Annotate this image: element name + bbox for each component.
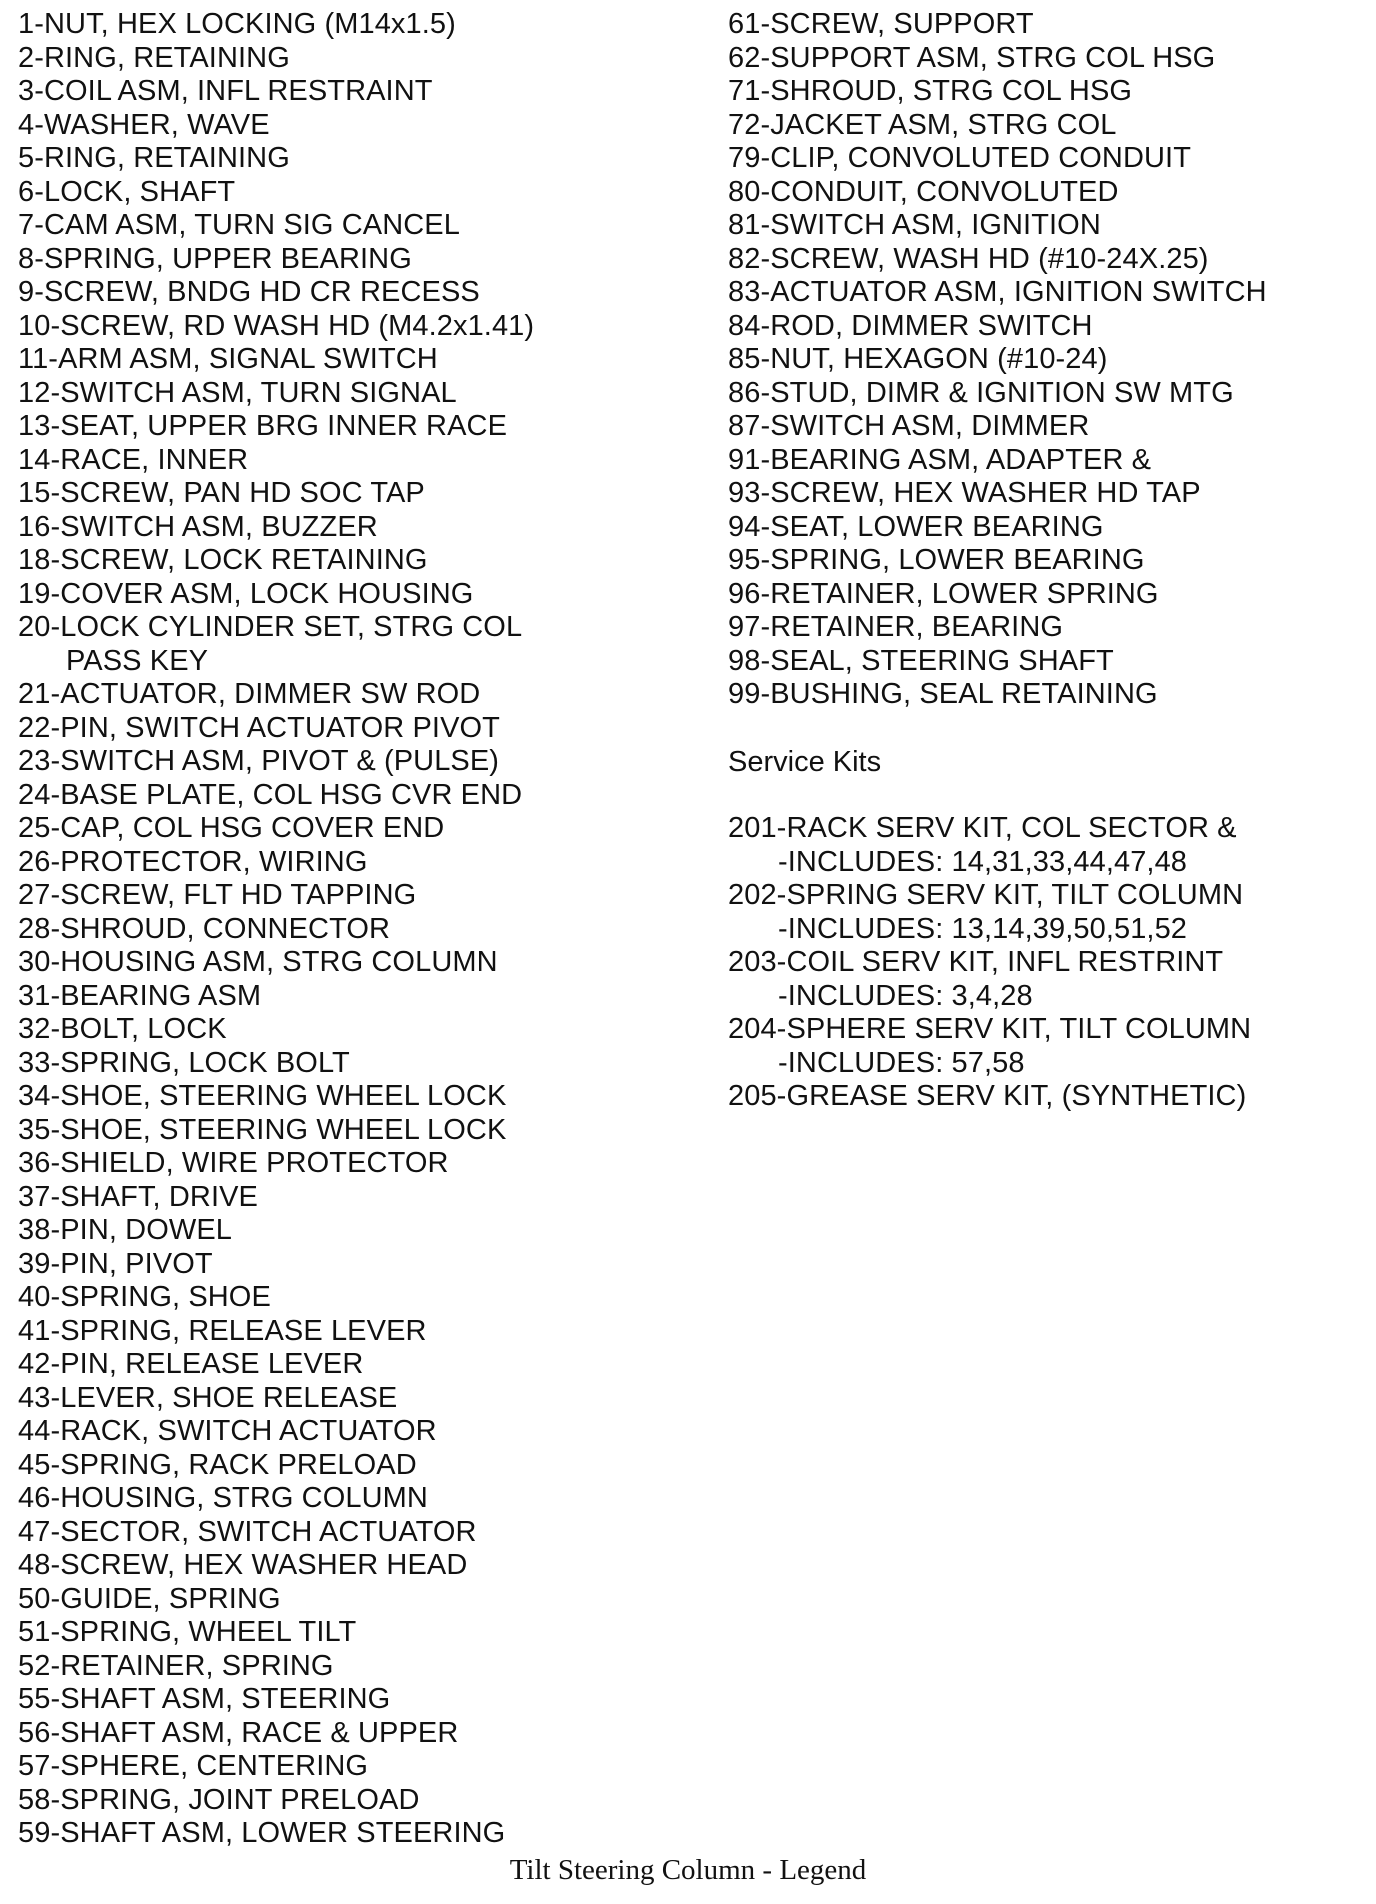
legend-item: 57-SPHERE, CENTERING [18,1750,369,1782]
legend-item: 58-SPRING, JOINT PRELOAD [18,1783,420,1816]
legend-item: 71-SHROUD, STRG COL HSG [728,75,1133,107]
legend-item: 51-SPRING, WHEEL TILT [18,1616,357,1648]
legend-item: 11-ARM ASM, SIGNAL SWITCH [18,343,438,375]
legend-item: 20-LOCK CYLINDER SET, STRG COL [18,611,523,643]
legend-item: 28-SHROUD, CONNECTOR [18,912,391,945]
legend-item: 201-RACK SERV KIT, COL SECTOR & [728,812,1237,844]
legend-item: 37-SHAFT, DRIVE [18,1180,258,1213]
legend-item: 85-NUT, HEXAGON (#10-24) [728,343,1108,375]
legend-item: 2-RING, RETAINING [18,41,290,74]
legend-item: 9-SCREW, BNDG HD CR RECESS [18,276,480,308]
legend-item: 83-ACTUATOR ASM, IGNITION SWITCH [728,276,1267,308]
legend-item: 10-SCREW, RD WASH HD (M4.2x1.41) [18,309,535,342]
legend-item: 204-SPHERE SERV KIT, TILT COLUMN [728,1013,1252,1045]
legend-item: 205-GREASE SERV KIT, (SYNTHETIC) [728,1080,1247,1112]
legend-item: 24-BASE PLATE, COL HSG CVR END [18,778,523,811]
legend-item: 98-SEAL, STEERING SHAFT [728,644,1114,677]
parts-legend-left-column [18,8,658,1851]
legend-item: 97-RETAINER, BEARING [728,611,1064,643]
legend-item: 19-COVER ASM, LOCK HOUSING [18,577,474,610]
legend-continuation-line: -INCLUDES: 3,4,28 [778,979,1033,1012]
legend-item: 5-RING, RETAINING [18,142,290,174]
legend-item: 42-PIN, RELEASE LEVER [18,1348,364,1380]
legend-item: 46-HOUSING, STRG COLUMN [18,1482,428,1514]
legend-item: 93-SCREW, HEX WASHER HD TAP [728,477,1201,509]
legend-item: 59-SHAFT ASM, LOWER STEERING [18,1817,506,1849]
legend-item: 44-RACK, SWITCH ACTUATOR [18,1415,437,1447]
legend-item: 14-RACE, INNER [18,443,249,476]
legend-item: 203-COIL SERV KIT, INFL RESTRINT [728,946,1224,978]
legend-item: 72-JACKET ASM, STRG COL [728,108,1117,141]
legend-item: 202-SPRING SERV KIT, TILT COLUMN [728,879,1244,911]
legend-item: 87-SWITCH ASM, DIMMER [728,410,1090,442]
legend-item: 52-RETAINER, SPRING [18,1649,334,1682]
legend-item: 40-SPRING, SHOE [18,1281,271,1313]
legend-item: 13-SEAT, UPPER BRG INNER RACE [18,410,508,442]
legend-item: 7-CAM ASM, TURN SIG CANCEL [18,209,460,241]
legend-item: 34-SHOE, STEERING WHEEL LOCK [18,1080,507,1112]
legend-item: 26-PROTECTOR, WIRING [18,845,368,878]
legend-item: 61-SCREW, SUPPORT [728,8,1034,40]
service-kits-list [728,812,1368,1114]
legend-continuation-line: -INCLUDES: 57,58 [778,1046,1025,1079]
service-kits-title: Service Kits [728,745,882,778]
legend-item: 96-RETAINER, LOWER SPRING [728,577,1159,610]
legend-item: 81-SWITCH ASM, IGNITION [728,209,1101,241]
legend-item: 23-SWITCH ASM, PIVOT & (PULSE) [18,745,500,777]
legend-item: 12-SWITCH ASM, TURN SIGNAL [18,376,457,409]
legend-item: 31-BEARING ASM [18,979,262,1012]
legend-item: 62-SUPPORT ASM, STRG COL HSG [728,41,1216,74]
legend-item: 41-SPRING, RELEASE LEVER [18,1314,427,1347]
legend-item: 48-SCREW, HEX WASHER HEAD [18,1549,468,1581]
legend-item: 4-WASHER, WAVE [18,108,270,141]
legend-item: 45-SPRING, RACK PRELOAD [18,1448,417,1481]
legend-item: 35-SHOE, STEERING WHEEL LOCK [18,1113,507,1146]
legend-item: 43-LEVER, SHOE RELEASE [18,1381,398,1414]
legend-item: 50-GUIDE, SPRING [18,1582,281,1615]
legend-item: 38-PIN, DOWEL [18,1214,233,1246]
legend-item: 32-BOLT, LOCK [18,1013,227,1045]
parts-legend-right-column [728,8,1368,1114]
legend-item: 3-COIL ASM, INFL RESTRAINT [18,75,433,107]
legend-item: 36-SHIELD, WIRE PROTECTOR [18,1147,449,1179]
legend-item: 39-PIN, PIVOT [18,1247,213,1280]
legend-item: 86-STUD, DIMR & IGNITION SW MTG [728,376,1234,409]
figure-caption: Tilt Steering Column - Legend [509,1854,867,1886]
legend-continuation-line: -INCLUDES: 14,31,33,44,47,48 [778,845,1188,878]
parts-list-right [728,8,1368,712]
legend-item: 91-BEARING ASM, ADAPTER & [728,443,1152,476]
legend-item: 94-SEAT, LOWER BEARING [728,510,1104,543]
legend-continuation-line: PASS KEY [66,644,209,677]
legend-item: 22-PIN, SWITCH ACTUATOR PIVOT [18,711,500,744]
legend-item: 6-LOCK, SHAFT [18,175,236,208]
legend-item: 84-ROD, DIMMER SWITCH [728,309,1093,342]
legend-item: 27-SCREW, FLT HD TAPPING [18,879,417,911]
legend-item: 47-SECTOR, SWITCH ACTUATOR [18,1515,477,1548]
legend-item: 56-SHAFT ASM, RACE & UPPER [18,1716,459,1749]
legend-item: 55-SHAFT ASM, STEERING [18,1683,391,1715]
legend-item: 80-CONDUIT, CONVOLUTED [728,175,1119,208]
legend-item: 8-SPRING, UPPER BEARING [18,242,412,275]
legend-continuation-line: -INCLUDES: 13,14,39,50,51,52 [778,912,1188,945]
legend-item: 33-SPRING, LOCK BOLT [18,1046,350,1079]
legend-item: 95-SPRING, LOWER BEARING [728,544,1145,576]
legend-item: 21-ACTUATOR, DIMMER SW ROD [18,678,481,710]
legend-item: 79-CLIP, CONVOLUTED CONDUIT [728,142,1192,174]
legend-item: 25-CAP, COL HSG COVER END [18,812,445,844]
legend-item: 16-SWITCH ASM, BUZZER [18,510,378,543]
legend-item: 99-BUSHING, SEAL RETAINING [728,678,1158,710]
legend-item: 82-SCREW, WASH HD (#10-24X.25) [728,242,1209,275]
legend-item: 18-SCREW, LOCK RETAINING [18,544,428,576]
legend-item: 30-HOUSING ASM, STRG COLUMN [18,946,498,978]
legend-item: 15-SCREW, PAN HD SOC TAP [18,477,425,509]
legend-item: 1-NUT, HEX LOCKING (M14x1.5) [18,8,456,40]
